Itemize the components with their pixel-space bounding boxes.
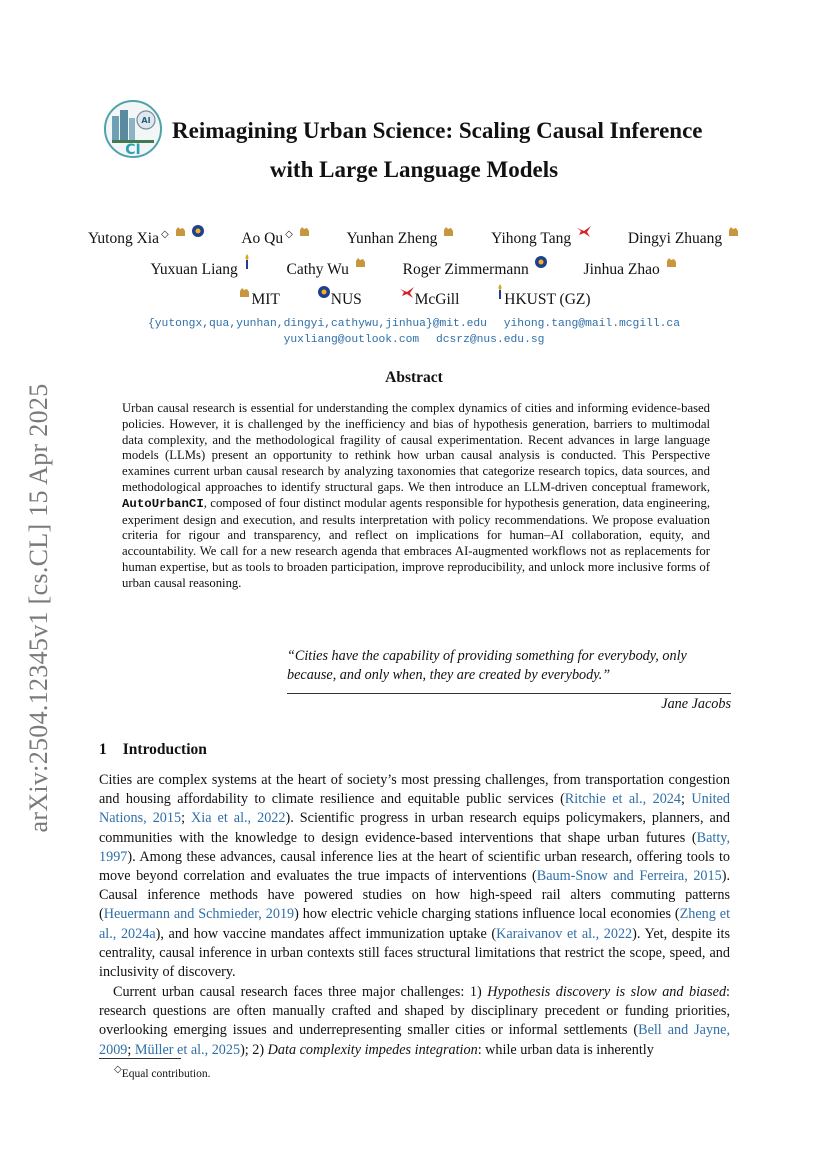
- email-mcgill[interactable]: yihong.tang@mail.mcgill.ca: [503, 318, 680, 330]
- nus-affiliation-icon: [534, 255, 548, 269]
- footnote: ◇Equal contribution.: [114, 1064, 211, 1080]
- paper-logo-icon: [102, 98, 164, 160]
- section-heading-introduction: 1 Introduction: [99, 741, 207, 758]
- mit-affiliation-icon: [174, 225, 187, 238]
- svg-text:CI: CI: [125, 142, 141, 158]
- mit-affiliation-icon: [665, 256, 678, 269]
- email-line-1: [0, 318, 828, 330]
- affiliation-mit: MIT: [237, 286, 279, 309]
- intro-paragraph-1: Cities are complex systems at the heart of society’s most pressing challenges, from transportation congestion and housing affordability to climate resilience and equitable public services (Ritchie et al., 2024; United Nations, 2015; Xia et al., 2022). Scientific progress in urban research equips policymakers, planners, and communities with the knowledge to design evidence-based interventions that shape urban futures (Batty, 1997). Among these advances, causal inference lies at the heart of scientific urban research, offering tools to move beyond correlation and evaluates the true impacts of interventions (Baum-Snow and Ferreira, 2015). Causal inference methods have powered studies on how high-speed rail alters commuting patterns (Heuermann and Schmieder, 2019) how electric vehicle charging stations influence local economies (Zheng et al., 2024a), and how vaccine mandates affect immunization uptake (Karaivanov et al., 2022). Yet, despite its centrality, causal inference in urban contexts still faces structural limitations that restrict the scope, speed, and inclusivity of discovery.: [99, 772, 731, 981]
- mit-affiliation-icon: [298, 225, 311, 238]
- author-cathy-wu: Cathy Wu: [287, 256, 367, 279]
- affiliation-list: [0, 284, 828, 309]
- citation-link[interactable]: Xia et al., 2022: [191, 810, 286, 827]
- author-jinhua-zhao: Jinhua Zhao: [584, 256, 678, 279]
- author-list-row-2: [0, 254, 828, 279]
- abstract-heading: Abstract: [385, 369, 443, 386]
- author-yutong-xia: Yutong Xia ◇: [88, 224, 206, 248]
- quote-divider: [287, 693, 731, 694]
- citation-link[interactable]: Müller et al., 2025: [134, 1041, 241, 1058]
- epigraph-author: Jane Jacobs: [661, 696, 731, 712]
- intro-paragraph-2: Current urban causal research faces three major challenges: 1) Hypothesis discovery is slow and biased: research questions are often manually crafted and shaped by disciplinary precedent or funding priorities, overlooking emerging issues and underrepresenting smaller cities or informal settlements (Bell and Jayne, 2009; Müller et al., 2025); 2) Data complexity impedes integration: while urban data is inherently: [99, 984, 730, 1058]
- svg-text:AI: AI: [141, 116, 151, 125]
- author-ao-qu: Ao Qu ◇: [241, 225, 310, 248]
- citation-link[interactable]: Ritchie et al., 2024: [564, 791, 681, 808]
- mcgill-affiliation-icon: [576, 225, 592, 238]
- abstract-body: Urban causal research is essential for understanding the complex dynamics of cities and informing evidence-based policies. However, it is challenged by the inefficiency and bias of hypothesis generation, barriers to multimodal data complexity, and the methodological fragility of causal experimentation. Recent advances in large language models (LLMs) present an opportunity to rethink how urban causal analysis is conducted. This Perspective examines current urban causal research by analyzing taxonomies that categorize research topics, data sources, and methodological approaches to identify structural gaps. We then introduce an LLM-driven conceptual framework, AutoUrbanCI, composed of four distinct modular agents responsible for hypothesis generation, data engineering, experiment design and execution, and results interpretation with policy recommendations. We propose evaluation criteria for rigour and transparency, and reflect on implications for human–AI collaboration, equity, and accountability. We call for a new research agenda that embraces AI-augmented workflows not as replacements for human expertise, but as tools to broaden participation, improve reproducibility, and unlock more inclusive forms of urban causal reasoning.: [122, 401, 710, 590]
- affiliation-mcgill: McGill: [398, 286, 460, 309]
- mit-affiliation-icon: [442, 225, 455, 238]
- citation-link[interactable]: Karaivanov et al., 2022: [496, 925, 633, 942]
- author-yunhan-zheng: Yunhan Zheng: [347, 225, 456, 248]
- mit-affiliation-icon: [727, 225, 740, 238]
- paper-title-line-2: with Large Language Models: [269, 157, 559, 182]
- affiliation-hkust: HKUST (GZ): [495, 284, 590, 309]
- hkust-affiliation-icon: [243, 254, 251, 269]
- citation-link[interactable]: Zheng et al., 2024a: [99, 906, 731, 942]
- nus-affiliation-icon: [317, 285, 331, 299]
- email-nus[interactable]: dcsrz@nus.edu.sg: [435, 334, 545, 346]
- mit-affiliation-icon: [238, 286, 251, 299]
- author-dingyi-zhuang: Dingyi Zhuang: [628, 225, 740, 248]
- citation-link[interactable]: Baum-Snow and Ferreira, 2015: [536, 868, 722, 885]
- footnote-divider: [99, 1058, 181, 1059]
- author-yuxuan-liang: Yuxuan Liang: [150, 254, 250, 279]
- mcgill-affiliation-icon: [399, 286, 415, 299]
- citation-link[interactable]: Bell and Jayne, 2009: [99, 1022, 730, 1058]
- email-outlook[interactable]: yuxliang@outlook.com: [283, 334, 420, 346]
- mit-affiliation-icon: [354, 256, 367, 269]
- author-roger-zimmermann: Roger Zimmermann: [403, 255, 548, 279]
- email-line-2: [0, 334, 828, 346]
- citation-link[interactable]: Heuermann and Schmieder, 2019: [103, 906, 295, 923]
- affiliation-nus: NUS: [316, 285, 362, 309]
- paper-title-line-1: Reimagining Urban Science: Scaling Causal Inference: [172, 118, 703, 143]
- citation-link[interactable]: Batty, 1997: [99, 829, 730, 865]
- arxiv-identifier[interactable]: arXiv:2504.12345v1 [cs.CL] 15 Apr 2025: [24, 382, 53, 833]
- epigraph-quote: “Cities have the capability of providing something for everybody, only because, and only when, they are created by everybody.”: [287, 648, 687, 683]
- nus-affiliation-icon: [191, 224, 205, 238]
- email-mit[interactable]: {yutongx,qua,yunhan,dingyi,cathywu,jinhua}@mit.edu: [147, 318, 487, 330]
- citation-link[interactable]: United Nations, 2015: [99, 791, 730, 827]
- author-yihong-tang: Yihong Tang: [491, 225, 592, 248]
- author-list-row-1: [0, 224, 828, 248]
- framework-name: AutoUrbanCI: [122, 496, 204, 511]
